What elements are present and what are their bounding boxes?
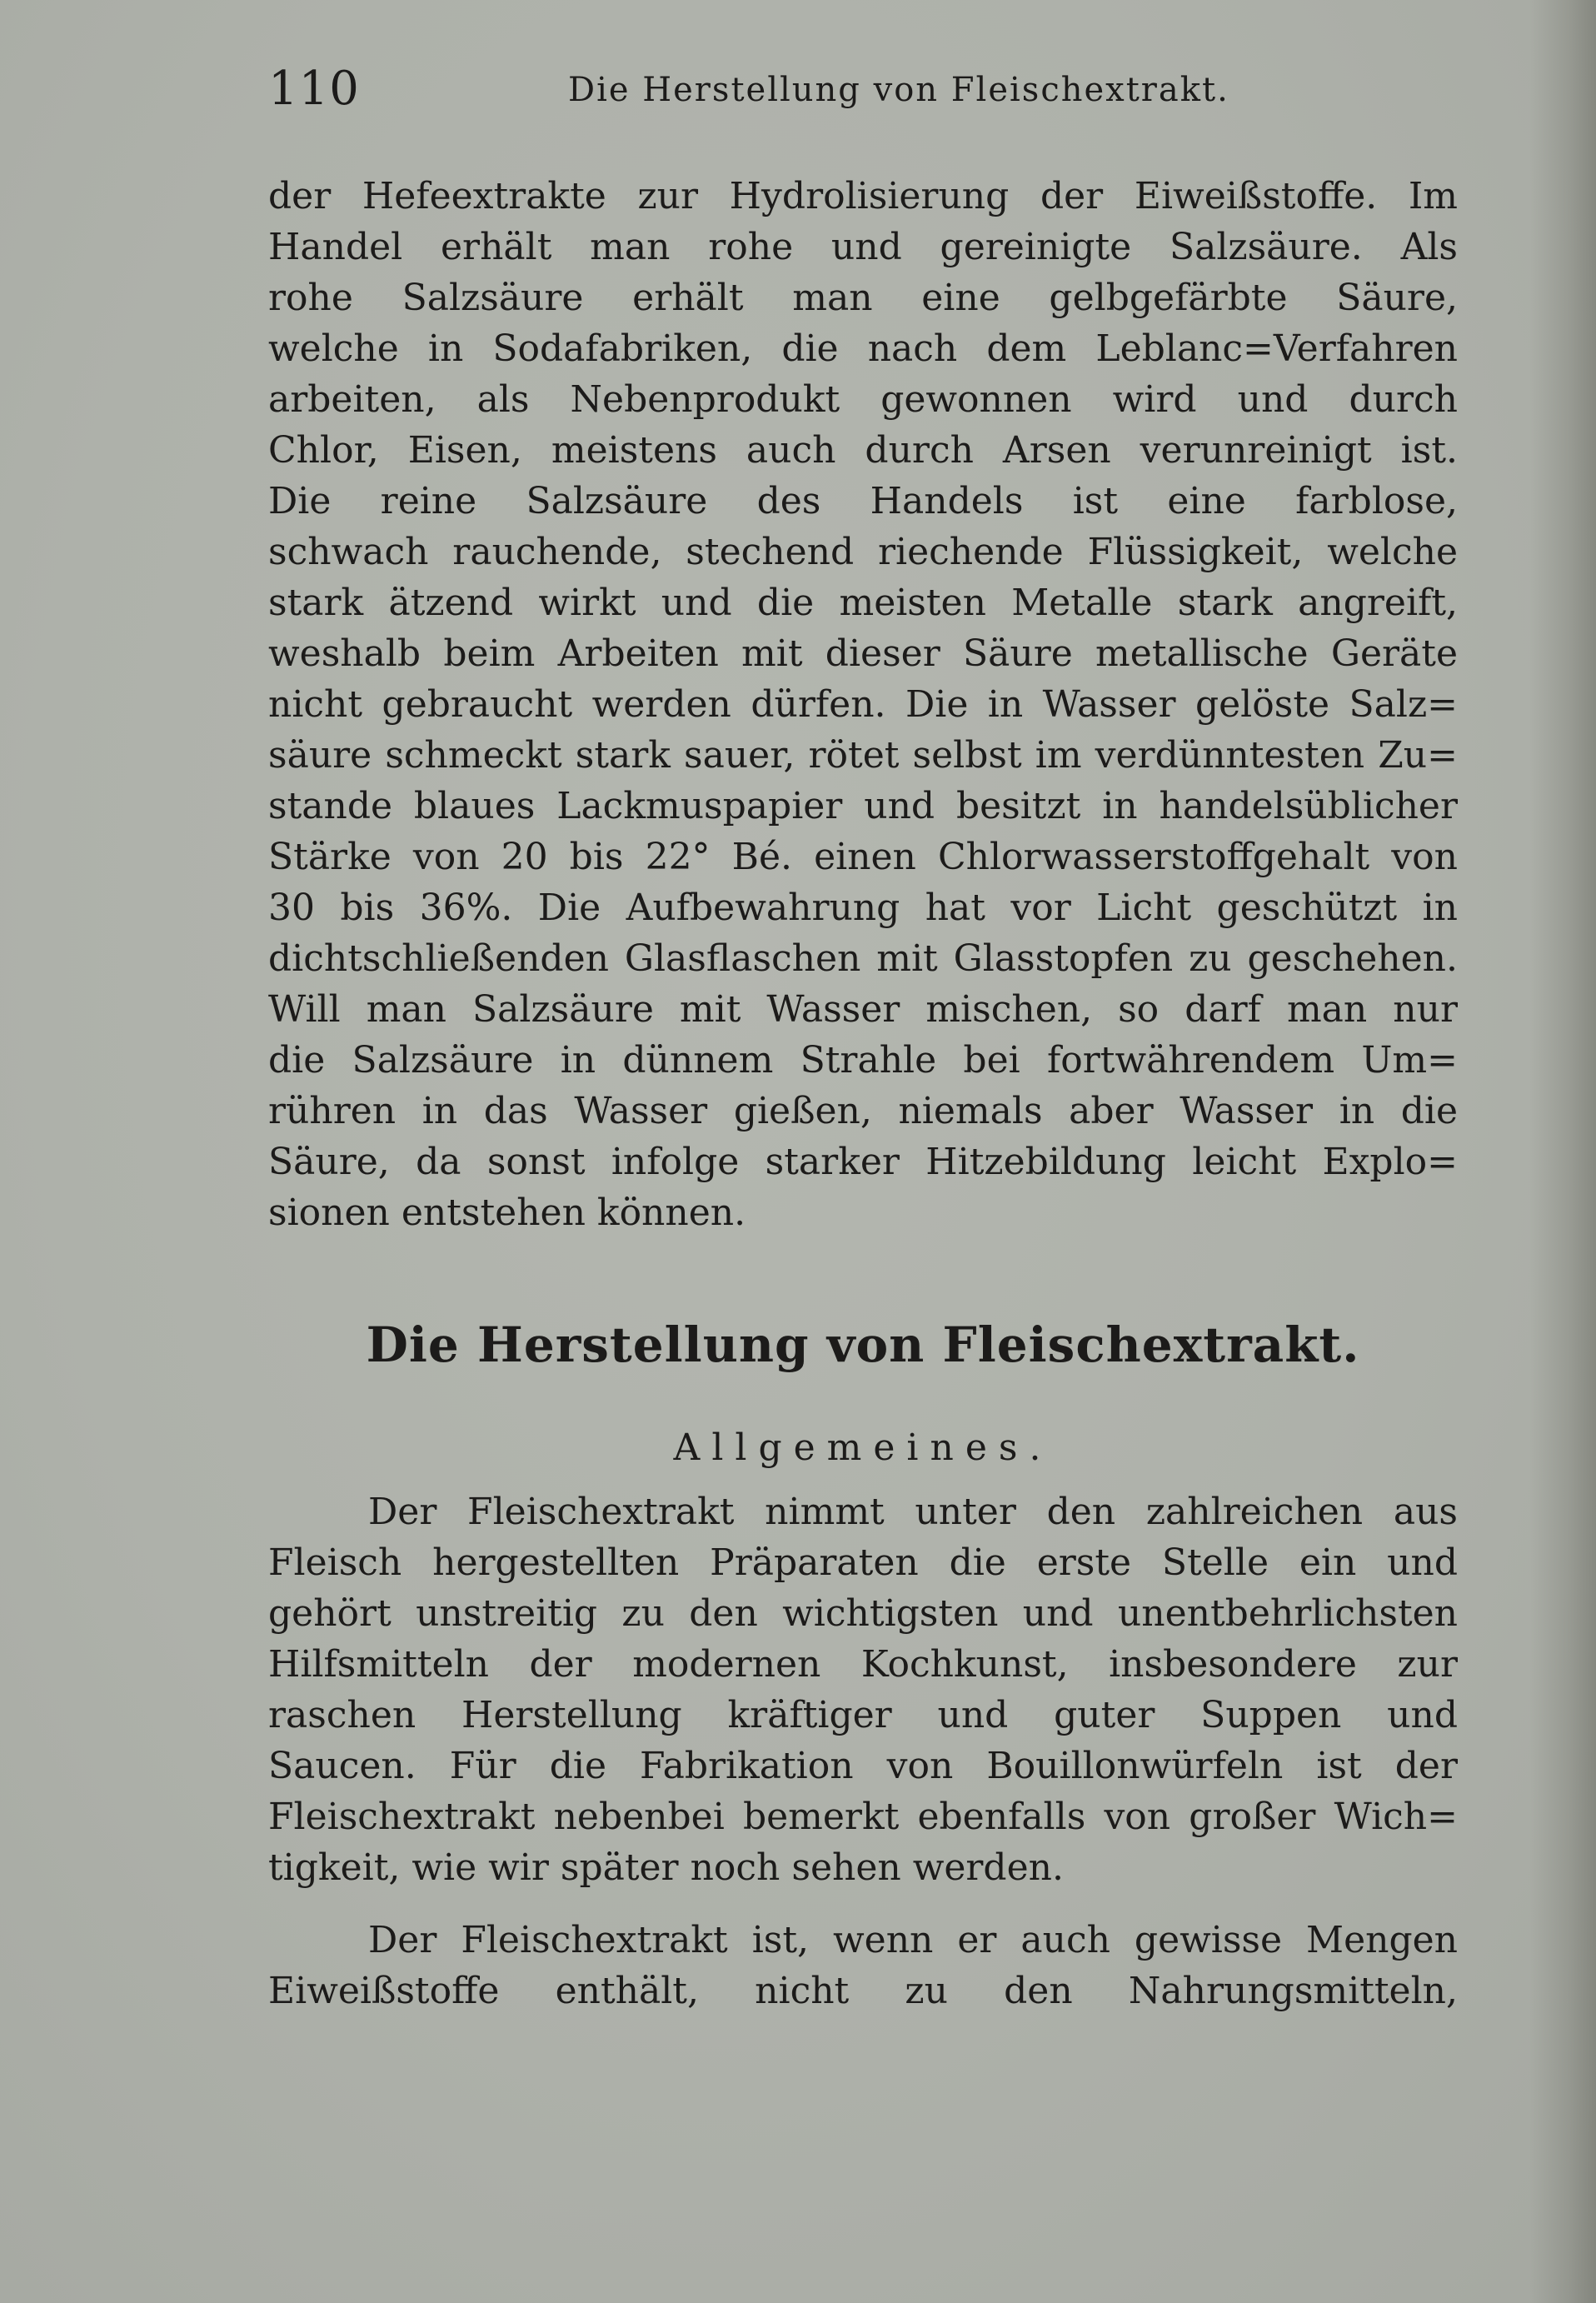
text-line: säure schmeckt stark sauer, rötet selbst im verdünntesten Zu= xyxy=(268,734,1458,777)
text-line: Fleisch hergestellten Präparaten die erste Stelle ein und xyxy=(268,1541,1458,1584)
text-line: Fleischextrakt nebenbei bemerkt ebenfalls von großer Wich= xyxy=(268,1796,1458,1838)
running-head: Die Herstellung von Fleischextrakt. xyxy=(568,71,1229,109)
text-line: Will man Salzsäure mit Wasser mischen, so darf man nur xyxy=(268,988,1458,1031)
text-line: Der Fleischextrakt nimmt unter den zahlreichen aus xyxy=(368,1491,1458,1533)
text-line: rühren in das Wasser gießen, niemals aber Wasser in die xyxy=(268,1090,1458,1132)
text-line: die Salzsäure in dünnem Strahle bei fortwährendem Um= xyxy=(268,1039,1458,1082)
text-line: Die reine Salzsäure des Handels ist eine farblose, xyxy=(268,480,1458,522)
text-line: Hilfsmitteln der modernen Kochkunst, insbesondere zur xyxy=(268,1643,1458,1686)
text-line: Saucen. Für die Fabrikation von Bouillonwürfeln ist der xyxy=(268,1745,1458,1787)
text-line: gehört unstreitig zu den wichtigsten und unentbehrlichsten xyxy=(268,1592,1458,1635)
text-line: tigkeit, wie wir später noch sehen werden. xyxy=(268,1846,1064,1889)
section-title: Die Herstellung von Fleischextrakt. xyxy=(366,1316,1360,1373)
text-line: Der Fleischextrakt ist, wenn er auch gewisse Mengen xyxy=(368,1919,1458,1961)
page-edge-shadow xyxy=(1529,0,1596,2303)
section-subheading: Allgemeines. xyxy=(673,1426,1053,1469)
text-line: raschen Herstellung kräftiger und guter Suppen und xyxy=(268,1694,1458,1736)
page-header xyxy=(268,60,1468,118)
text-line: schwach rauchende, stechend riechende Flüssigkeit, welche xyxy=(268,531,1458,573)
text-line: dichtschließenden Glasflaschen mit Glasstopfen zu geschehen. xyxy=(268,937,1458,980)
text-line: stark ätzend wirkt und die meisten Metalle stark angreift, xyxy=(268,582,1458,624)
text-line: Stärke von 20 bis 22° Bé. einen Chlorwasserstoffgehalt von xyxy=(268,836,1458,878)
text-line: weshalb beim Arbeiten mit dieser Säure metallische Geräte xyxy=(268,632,1458,675)
paragraph-2 xyxy=(268,1486,1458,1893)
text-line: nicht gebraucht werden dürfen. Die in Wasser gelöste Salz= xyxy=(268,683,1458,726)
paragraph-1 xyxy=(268,171,1458,1238)
text-line: der Hefeextrakte zur Hydrolisierung der Eiweißstoffe. Im xyxy=(268,175,1458,217)
text-line: Chlor, Eisen, meistens auch durch Arsen verunreinigt ist. xyxy=(268,429,1458,472)
page-number: 110 xyxy=(268,62,360,116)
text-line: sionen entstehen können. xyxy=(268,1191,746,1234)
text-line: arbeiten, als Nebenprodukt gewonnen wird und durch xyxy=(268,378,1458,421)
text-line: Eiweißstoffe enthält, nicht zu den Nahrungsmitteln, xyxy=(268,1970,1458,2012)
text-line: Handel erhält man rohe und gereinigte Salzsäure. Als xyxy=(268,226,1458,268)
text-line: 30 bis 36%. Die Aufbewahrung hat vor Licht geschützt in xyxy=(268,887,1458,929)
text-line: Säure, da sonst infolge starker Hitzebildung leicht Explo= xyxy=(268,1141,1458,1183)
paragraph-3 xyxy=(268,1915,1458,2016)
text-line: stande blaues Lackmuspapier und besitzt in handelsüblicher xyxy=(268,785,1458,827)
text-line: rohe Salzsäure erhält man eine gelbgefärbte Säure, xyxy=(268,277,1458,319)
text-line: welche in Sodafabriken, die nach dem Leblanc=Verfahren xyxy=(268,327,1458,370)
